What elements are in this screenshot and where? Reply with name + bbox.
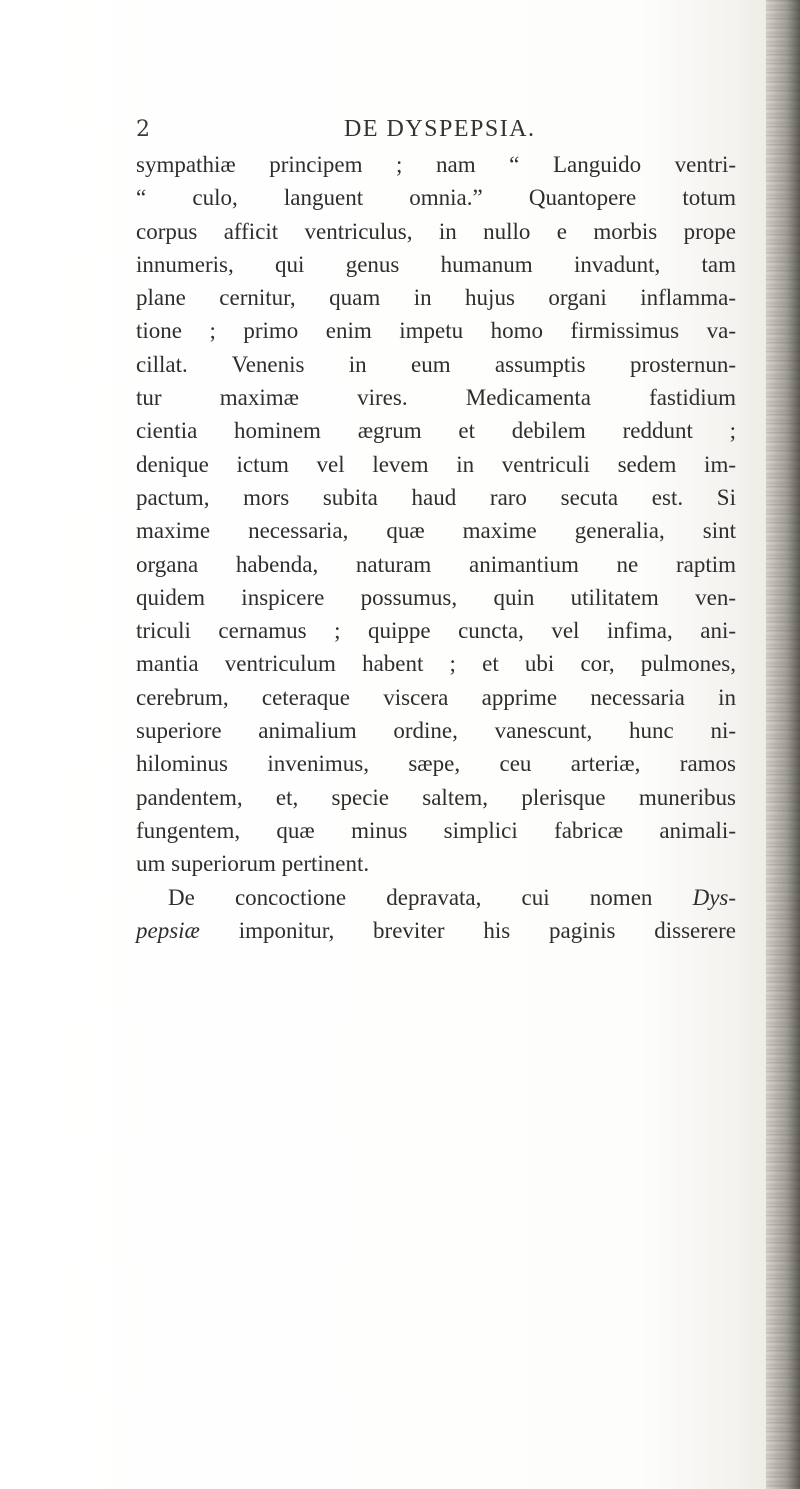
text-line: denique ictum vel levem in ventriculi sedem im-	[136, 451, 736, 477]
running-head: DE DYSPEPSIA.	[344, 116, 536, 142]
page-number: 2	[136, 117, 150, 142]
text-line: maxime necessaria, quæ maxime generalia, sint	[136, 518, 736, 544]
text-line: mantia ventriculum habent ; et ubi cor, pulmones,	[136, 651, 736, 677]
text-line: “ culo, languent omnia.” Quantopere totum	[136, 185, 736, 211]
text-line: corpus afficit ventriculus, in nullo e morbis prope	[136, 218, 736, 244]
text-line: pactum, mors subita haud raro secuta est. Si	[136, 484, 736, 510]
page-binding-edge	[766, 0, 800, 1489]
text-line: superiore animalium ordine, vanescunt, hunc ni-	[136, 718, 736, 744]
italic-term: pepsiæ	[136, 917, 200, 943]
text-line: quidem inspicere possumus, quin utilitatem ven-	[136, 584, 736, 610]
text-line: hilominus invenimus, sæpe, ceu arteriæ, ramos	[136, 751, 736, 777]
text-run: De concoctione depravata, cui nomen	[168, 884, 653, 910]
text-line: cientia hominem ægrum et debilem reddunt ;	[136, 418, 736, 444]
text-line: pandentem, et, specie saltem, plerisque muneribus	[136, 784, 736, 810]
text-line: tur maximæ vires. Medicamenta fastidium	[136, 385, 736, 411]
text-line: sympathiæ principem ; nam “ Languido ventri-	[136, 152, 736, 177]
text-line: cerebrum, ceteraque viscera apprime necessaria in	[136, 684, 736, 710]
text-line-paragraph-start	[136, 881, 736, 914]
text-line: tione ; primo enim impetu homo firmissimus va-	[136, 318, 736, 344]
body-text	[136, 148, 736, 947]
text-line: triculi cernamus ; quippe cuncta, vel infima, ani-	[136, 618, 736, 644]
text-line: innumeris, qui genus humanum invadunt, tam	[136, 251, 736, 277]
text-line: cillat. Venenis in eum assumptis prosternun-	[136, 351, 736, 377]
italic-term: Dys-	[692, 884, 737, 910]
text-line: plane cernitur, quam in hujus organi inflamma-	[136, 285, 736, 311]
text-line: fungentem, quæ minus simplici fabricæ animali-	[136, 817, 736, 843]
text-run: imponitur, breviter his paginis disserere	[238, 917, 736, 943]
text-line: organa habenda, naturam animantium ne raptim	[136, 551, 736, 577]
text-line	[136, 914, 736, 947]
text-line: um superiorum pertinent.	[136, 851, 370, 877]
